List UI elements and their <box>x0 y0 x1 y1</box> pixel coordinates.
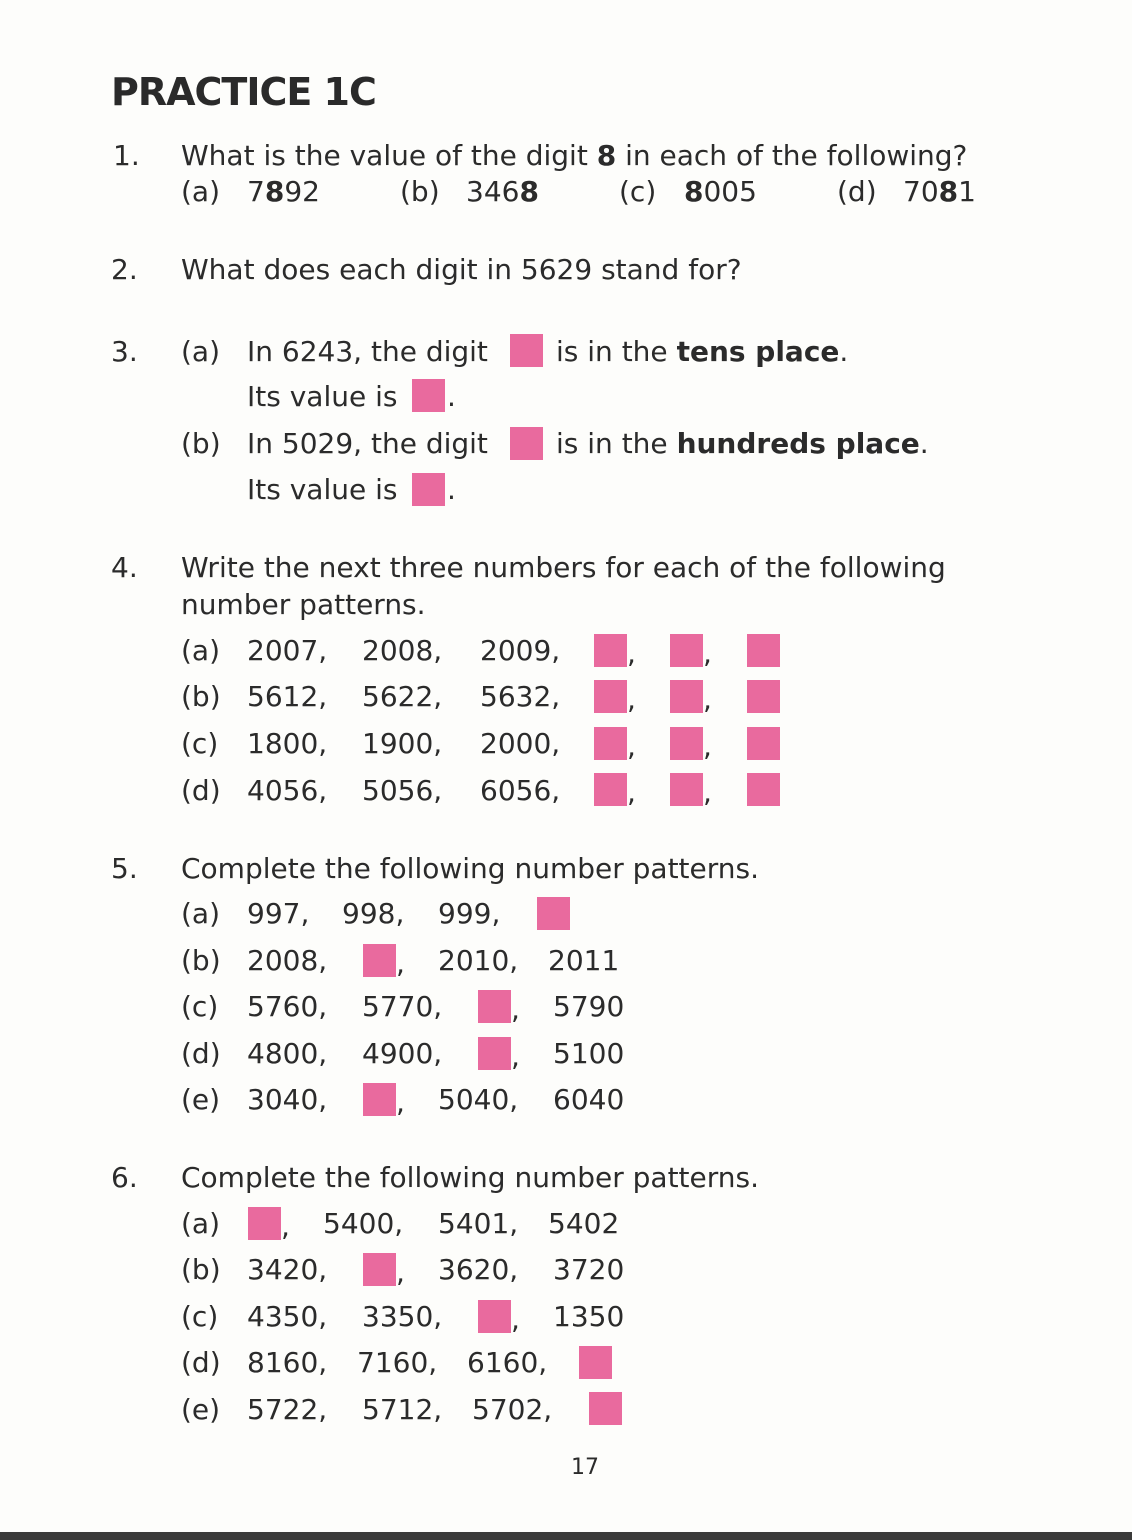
answer-box[interactable] <box>589 1392 622 1425</box>
q5-b-t4: 2011 <box>548 944 620 977</box>
comma: , <box>703 683 712 716</box>
q1-number: 1. <box>113 139 140 172</box>
q5-a-t3: 999, <box>438 897 501 930</box>
q5-d-t4: 5100 <box>553 1037 625 1070</box>
q3-a-label: (a) <box>181 335 221 368</box>
answer-box[interactable] <box>579 1346 612 1379</box>
q6-text: Complete the following number patterns. <box>181 1161 760 1194</box>
answer-box[interactable] <box>510 334 543 367</box>
answer-box[interactable] <box>670 727 703 760</box>
q4-c-n2: 1900, <box>362 727 443 760</box>
q5-d-label: (d) <box>181 1037 221 1070</box>
q1-part-d-value: 7081 <box>903 175 976 208</box>
q6-e-t1: 5722, <box>247 1393 328 1426</box>
answer-box[interactable] <box>412 379 445 412</box>
q5-e-label: (e) <box>181 1083 221 1116</box>
answer-box[interactable] <box>594 634 627 667</box>
q5-e-t1: 3040, <box>247 1083 328 1116</box>
answer-box[interactable] <box>670 634 703 667</box>
q4-d-n3: 6056, <box>480 774 561 807</box>
period: . <box>447 380 456 413</box>
q1-text: What is the value of the digit 8 in each of the following? <box>181 139 968 172</box>
q5-a-t2: 998, <box>342 897 405 930</box>
comma: , <box>511 993 520 1026</box>
q5-d-t2: 4900, <box>362 1037 443 1070</box>
answer-box[interactable] <box>747 727 780 760</box>
q6-e-t2: 5712, <box>362 1393 443 1426</box>
q3-b-label: (b) <box>181 427 221 460</box>
answer-box[interactable] <box>363 1083 396 1116</box>
q5-c-t4: 5790 <box>553 990 625 1023</box>
answer-box[interactable] <box>478 1300 511 1333</box>
q6-d-label: (d) <box>181 1346 221 1379</box>
q6-a-t4: 5402 <box>548 1207 620 1240</box>
q3-b-text: In 5029, the digit <box>247 427 488 460</box>
q1-part-b-value: 3468 <box>466 175 539 208</box>
answer-box[interactable] <box>363 944 396 977</box>
q3-b-text-2: is in the hundreds place. <box>556 427 929 460</box>
q6-d-t3: 6160, <box>467 1346 548 1379</box>
answer-box[interactable] <box>594 680 627 713</box>
page-title: PRACTICE 1C <box>111 70 376 114</box>
q1-part-c-label: (c) <box>619 175 657 208</box>
q4-c-label: (c) <box>181 727 219 760</box>
comma: , <box>396 947 405 980</box>
q5-b-t3: 2010, <box>438 944 519 977</box>
q2-number: 2. <box>111 253 138 286</box>
q6-a-t3: 5401, <box>438 1207 519 1240</box>
q6-number: 6. <box>111 1161 138 1194</box>
comma: , <box>627 776 636 809</box>
answer-box[interactable] <box>670 680 703 713</box>
q6-b-t3: 3620, <box>438 1253 519 1286</box>
q3-a-text: In 6243, the digit <box>247 335 488 368</box>
q5-b-label: (b) <box>181 944 221 977</box>
q1-part-a-value: 7892 <box>247 175 320 208</box>
q4-text-line1: Write the next three numbers for each of the following <box>181 551 946 584</box>
q4-d-n2: 5056, <box>362 774 443 807</box>
q6-a-label: (a) <box>181 1207 221 1240</box>
q5-a-label: (a) <box>181 897 221 930</box>
comma: , <box>511 1040 520 1073</box>
page-number: 17 <box>571 1455 599 1480</box>
q3-number: 3. <box>111 335 138 368</box>
q6-b-t4: 3720 <box>553 1253 625 1286</box>
q4-text-line2: number patterns. <box>181 588 426 621</box>
q6-c-t2: 3350, <box>362 1300 443 1333</box>
comma: , <box>281 1210 290 1243</box>
q1-part-b-label: (b) <box>400 175 440 208</box>
q5-c-t2: 5770, <box>362 990 443 1023</box>
comma: , <box>703 637 712 670</box>
q4-a-n2: 2008, <box>362 634 443 667</box>
q2-text: What does each digit in 5629 stand for? <box>181 253 742 286</box>
q6-c-t1: 4350, <box>247 1300 328 1333</box>
comma: , <box>703 776 712 809</box>
q1-part-a-label: (a) <box>181 175 221 208</box>
answer-box[interactable] <box>747 773 780 806</box>
answer-box[interactable] <box>594 727 627 760</box>
answer-box[interactable] <box>594 773 627 806</box>
q5-e-t3: 5040, <box>438 1083 519 1116</box>
comma: , <box>396 1256 405 1289</box>
answer-box[interactable] <box>670 773 703 806</box>
q3-b-value-text: Its value is <box>247 473 398 506</box>
answer-box[interactable] <box>510 427 543 460</box>
answer-box[interactable] <box>478 1037 511 1070</box>
q6-e-t3: 5702, <box>472 1393 553 1426</box>
q5-b-t1: 2008, <box>247 944 328 977</box>
q4-number: 4. <box>111 551 138 584</box>
answer-box[interactable] <box>747 680 780 713</box>
q1-part-c-value: 8005 <box>684 175 757 208</box>
answer-box[interactable] <box>248 1207 281 1240</box>
q5-a-t1: 997, <box>247 897 310 930</box>
q4-b-n3: 5632, <box>480 680 561 713</box>
q5-number: 5. <box>111 852 138 885</box>
scan-edge <box>0 1532 1132 1540</box>
answer-box[interactable] <box>478 990 511 1023</box>
q6-a-t2: 5400, <box>323 1207 404 1240</box>
period: . <box>447 473 456 506</box>
comma: , <box>703 730 712 763</box>
q6-d-t2: 7160, <box>357 1346 438 1379</box>
q3-a-text-2: is in the tens place. <box>556 335 849 368</box>
comma: , <box>627 683 636 716</box>
q6-c-t4: 1350 <box>553 1300 625 1333</box>
comma: , <box>627 730 636 763</box>
q5-d-t1: 4800, <box>247 1037 328 1070</box>
q6-c-label: (c) <box>181 1300 219 1333</box>
q4-d-n1: 4056, <box>247 774 328 807</box>
q1-part-d-label: (d) <box>837 175 877 208</box>
q4-a-n3: 2009, <box>480 634 561 667</box>
q3-a-value-text: Its value is <box>247 380 398 413</box>
q4-b-n2: 5622, <box>362 680 443 713</box>
q6-d-t1: 8160, <box>247 1346 328 1379</box>
q6-b-label: (b) <box>181 1253 221 1286</box>
q4-a-label: (a) <box>181 634 221 667</box>
answer-box[interactable] <box>747 634 780 667</box>
q4-c-n1: 1800, <box>247 727 328 760</box>
q5-e-t4: 6040 <box>553 1083 625 1116</box>
q4-b-n1: 5612, <box>247 680 328 713</box>
q4-c-n3: 2000, <box>480 727 561 760</box>
q4-d-label: (d) <box>181 774 221 807</box>
q6-e-label: (e) <box>181 1393 221 1426</box>
q4-a-n1: 2007, <box>247 634 328 667</box>
q5-text: Complete the following number patterns. <box>181 852 760 885</box>
q5-c-t1: 5760, <box>247 990 328 1023</box>
answer-box[interactable] <box>363 1253 396 1286</box>
q6-b-t1: 3420, <box>247 1253 328 1286</box>
answer-box[interactable] <box>537 897 570 930</box>
q5-c-label: (c) <box>181 990 219 1023</box>
answer-box[interactable] <box>412 473 445 506</box>
comma: , <box>511 1303 520 1336</box>
comma: , <box>396 1086 405 1119</box>
q4-b-label: (b) <box>181 680 221 713</box>
comma: , <box>627 637 636 670</box>
